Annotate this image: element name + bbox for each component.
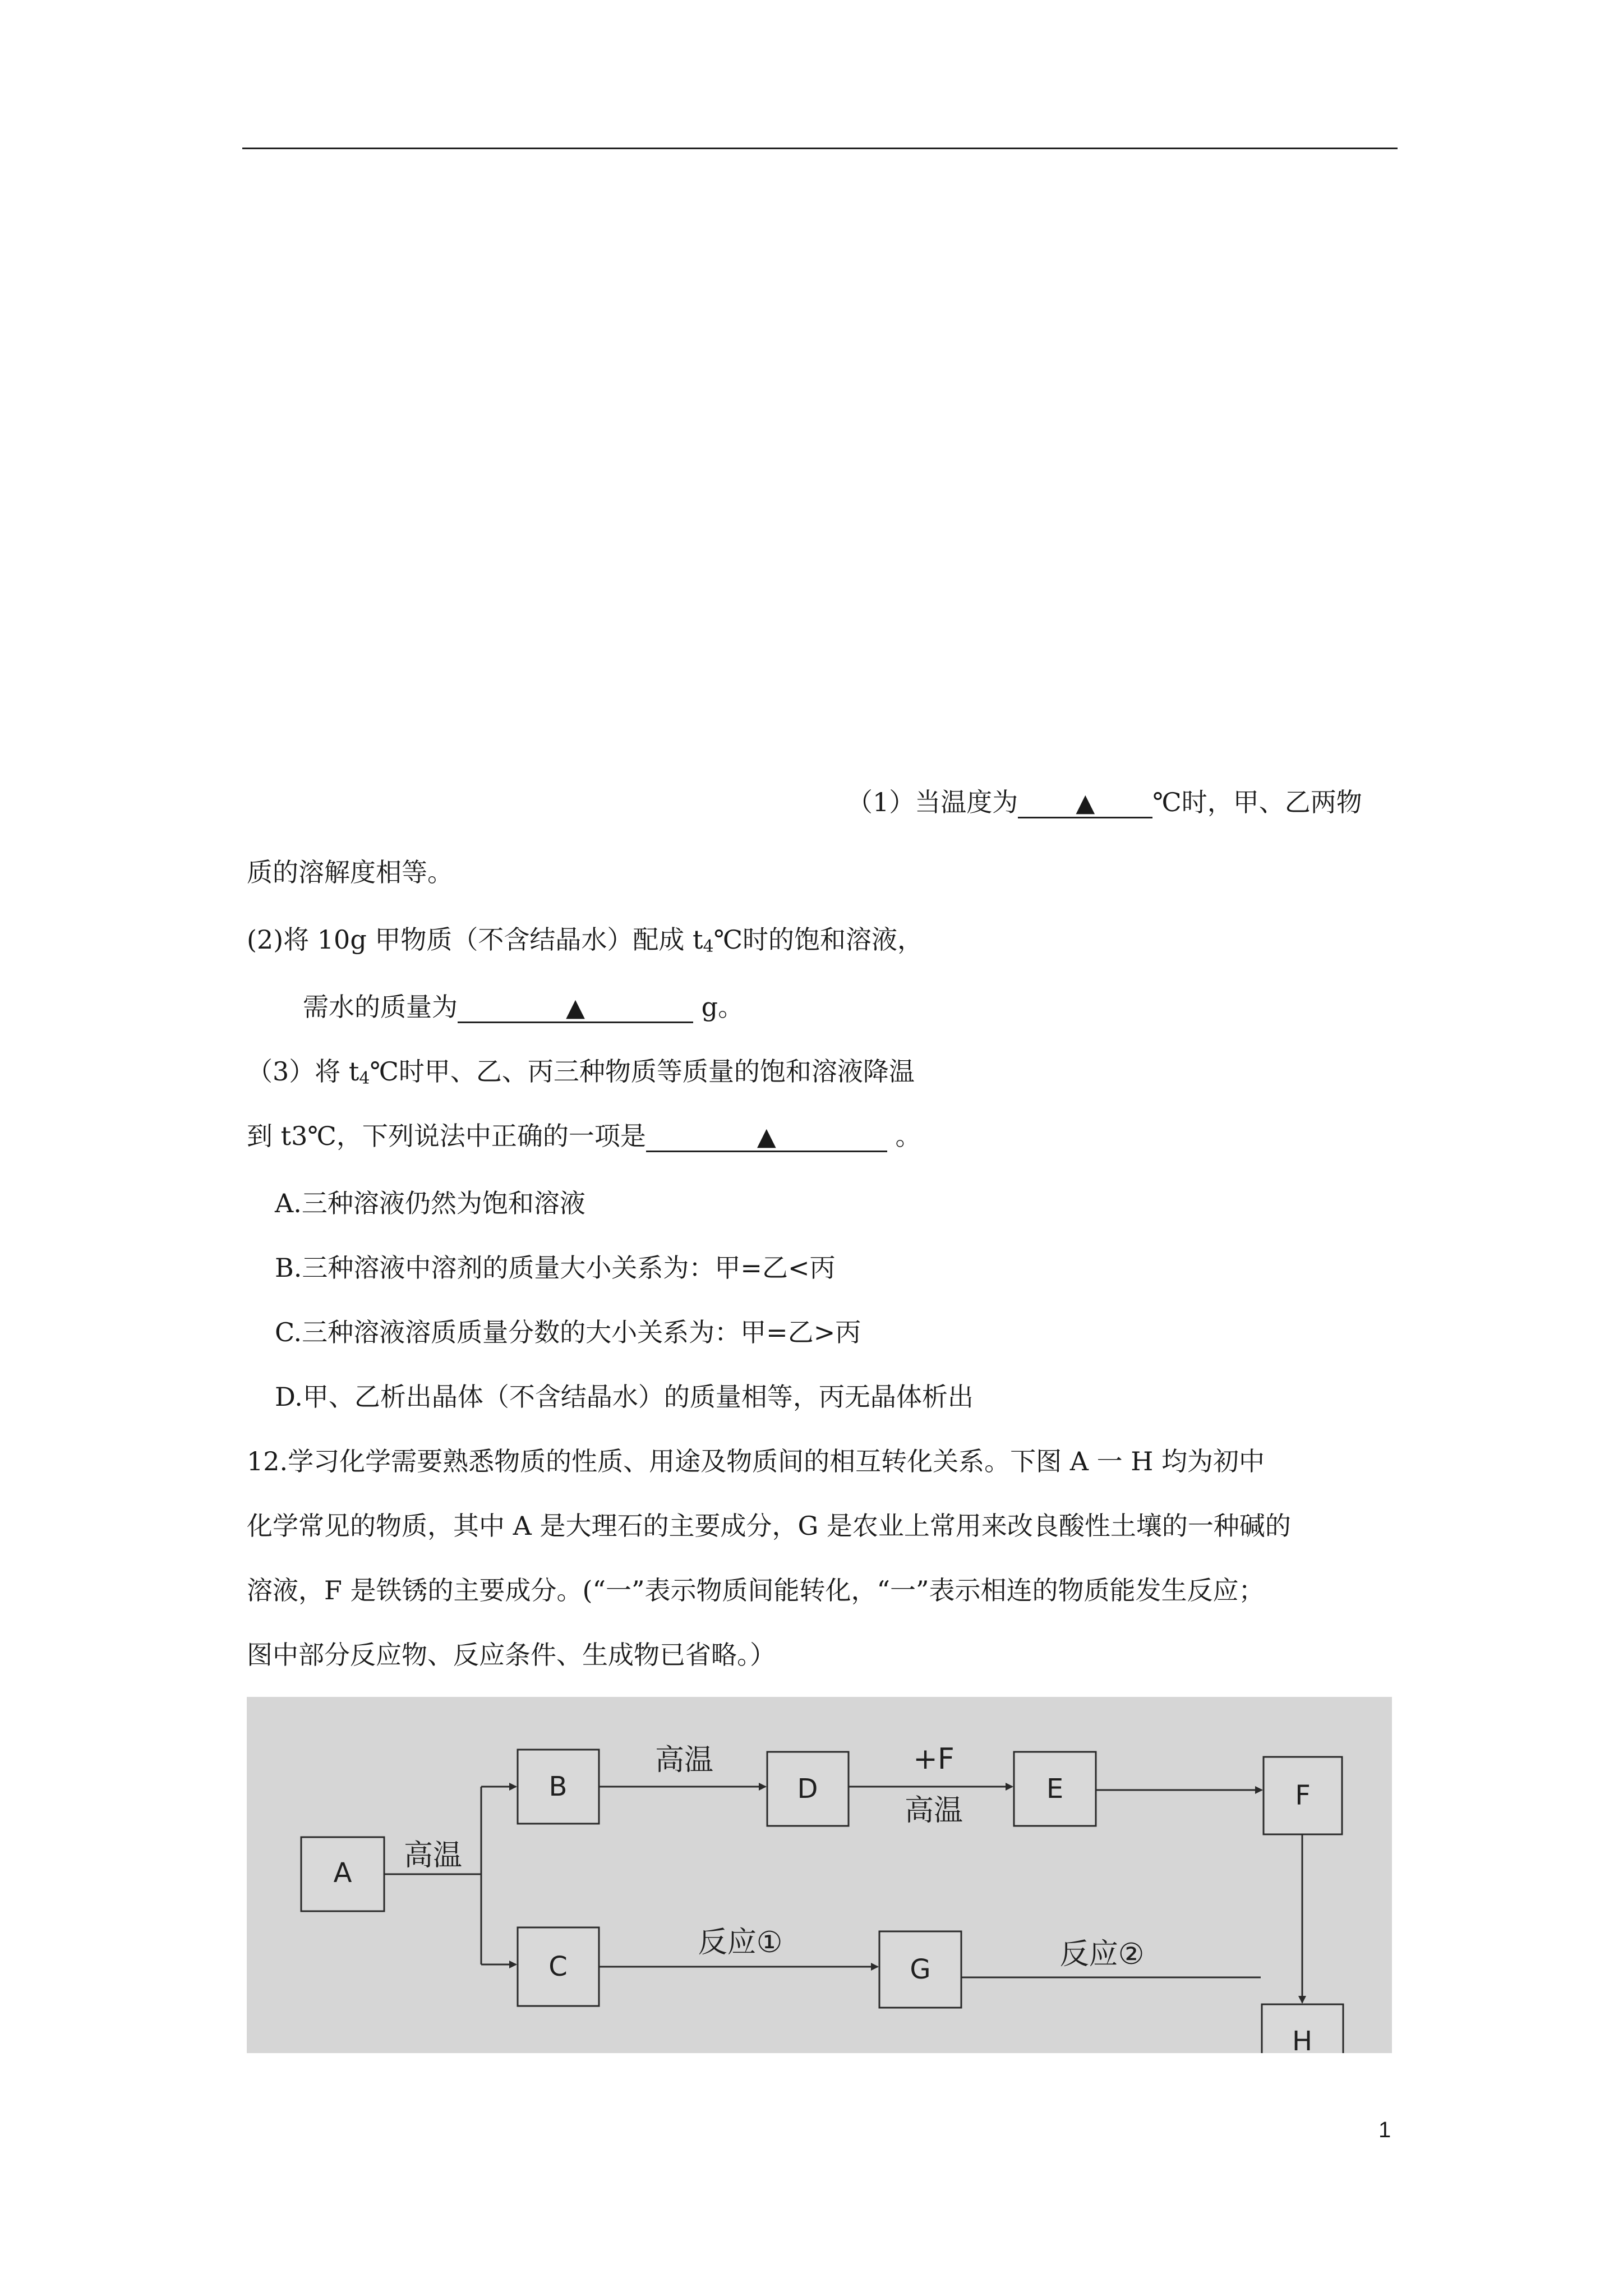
q11-part2-line: (2)将 10g 甲物质（不含结晶水）配成 $t_4℃$时的饱和溶液， xyxy=(247,924,924,956)
node-g-label: G xyxy=(910,1954,931,1985)
node-f xyxy=(1264,1757,1342,1834)
q11-part2-answer-line: 需水的质量为 ▲ g。 xyxy=(303,992,744,1022)
node-f-label: F xyxy=(1295,1780,1311,1811)
node-e-label: E xyxy=(1046,1773,1064,1805)
node-b xyxy=(518,1750,599,1824)
node-e xyxy=(1014,1752,1096,1826)
q12-line-1: 12.学习化学需要熟悉物质的性质、用途及物质间的相互转化关系。下图 A 一 H 均为初中 xyxy=(247,1446,1265,1476)
option-a: A.三种溶液仍然为饱和溶液 xyxy=(275,1188,585,1218)
connector-a-bc xyxy=(384,1787,516,1964)
node-a-label: A xyxy=(333,1857,352,1889)
label-b-to-d: 高温 xyxy=(654,1743,714,1777)
label-d-to-e-top: +F xyxy=(913,1742,955,1776)
node-g xyxy=(879,1931,961,2008)
answer-blank-3[interactable]: ▲ xyxy=(646,1121,887,1152)
option-d: D.甲、乙析出晶体（不含结晶水）的质量相等，丙无晶体析出 xyxy=(275,1382,974,1412)
conversion-diagram xyxy=(247,1697,1392,2053)
label-d-to-e-bottom: 高温 xyxy=(904,1794,963,1828)
q11-part3-line: （3）将 $t_4℃$时甲、乙、丙三种物质等质量的饱和溶液降温 xyxy=(247,1056,915,1088)
node-b-label: B xyxy=(548,1771,568,1802)
label-a-to-bc: 高温 xyxy=(403,1839,463,1872)
node-a xyxy=(301,1837,384,1911)
node-d xyxy=(767,1752,849,1826)
q12-line-2: 化学常见的物质，其中 A 是大理石的主要成分，G 是农业上常用来改良酸性土壤的一种碱的 xyxy=(247,1511,1291,1541)
header-rule xyxy=(242,148,1398,149)
node-h-label: H xyxy=(1292,2026,1313,2053)
answer-blank-1[interactable]: ▲ xyxy=(1018,788,1152,818)
option-b: B.三种溶液中溶剂的质量大小关系为：甲=乙<丙 xyxy=(275,1253,836,1283)
q12-line-3: 溶液，F 是铁锈的主要成分。(“一”表示物质间能转化，“一”表示相连的物质能发生反应； xyxy=(247,1575,1265,1605)
node-c xyxy=(518,1927,599,2006)
q11-part1-continuation: 质的溶解度相等。 xyxy=(247,857,453,887)
option-c: C.三种溶液溶质质量分数的大小关系为：甲=乙>丙 xyxy=(275,1317,861,1347)
q11-part3-answer-line: 到 t3℃，下列说法中正确的一项是 ▲ 。 xyxy=(247,1121,921,1151)
node-c-label: C xyxy=(548,1951,568,1982)
node-d-label: D xyxy=(797,1773,818,1805)
label-c-to-g: 反应① xyxy=(698,1926,783,1959)
q12-line-4: 图中部分反应物、反应条件、生成物已省略。） xyxy=(247,1640,776,1670)
answer-blank-2[interactable]: ▲ xyxy=(458,992,693,1023)
node-h xyxy=(1262,2004,1343,2053)
label-g-to-h: 反应② xyxy=(1059,1938,1145,1971)
page-number: 1 xyxy=(1378,2118,1391,2142)
q11-part1-line: （1）当温度为 ▲ ℃时，甲、乙两物 xyxy=(847,787,1362,817)
